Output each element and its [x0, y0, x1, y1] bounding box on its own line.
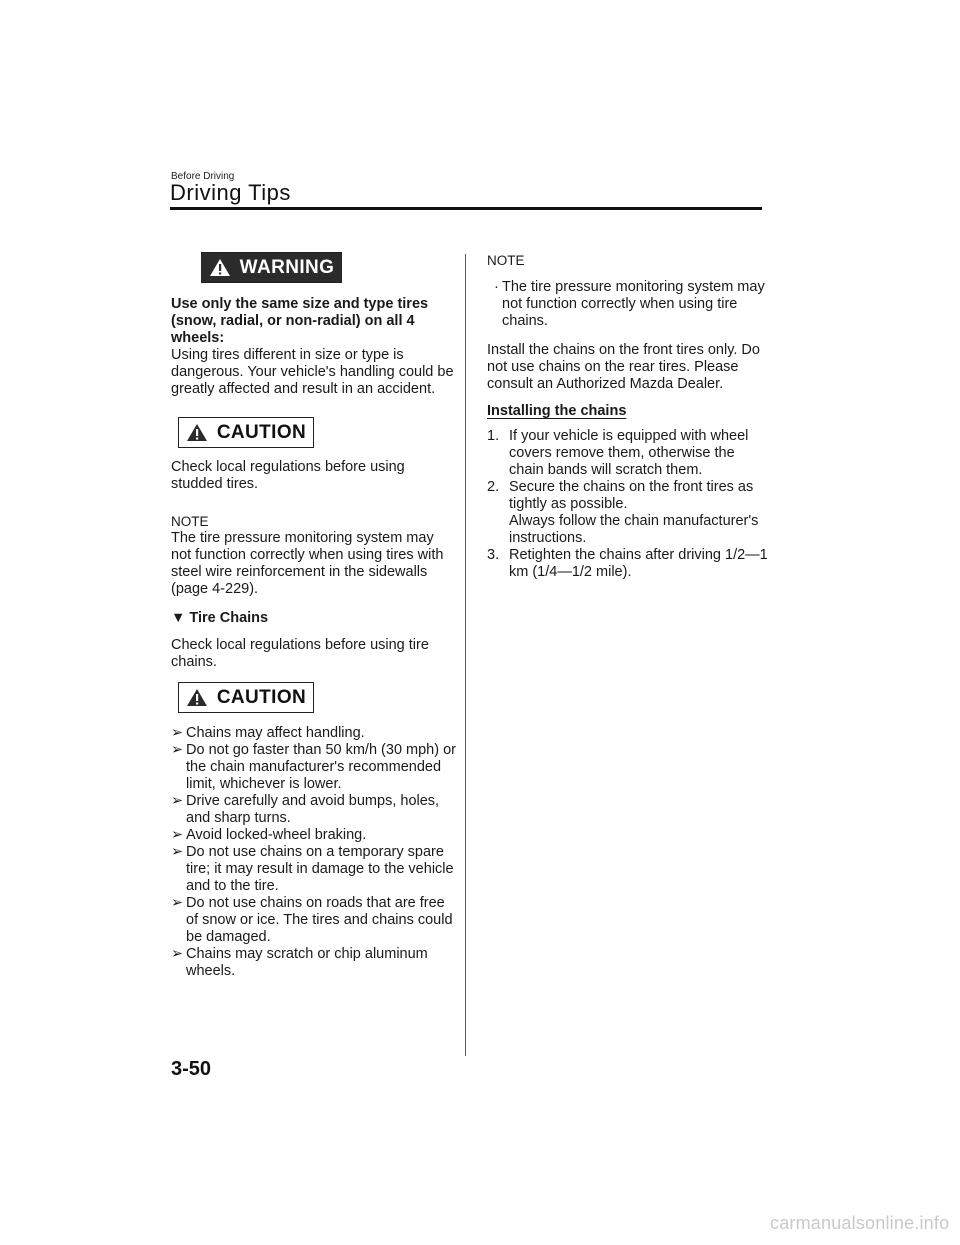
note-body: The tire pressure monitoring system may not function correctly when using tires with steel wire reinforcement in the sidewalls (page 4-229). — [171, 530, 444, 597]
arrow-bullet-icon: ➢ — [171, 844, 184, 860]
list-item: ➢ Chains may affect handling. — [171, 725, 365, 741]
step-extra-text: Always follow the chain manufacturer's instructions. — [509, 513, 759, 546]
chapter-title: Driving Tips — [170, 180, 291, 205]
step-number: 2. — [487, 479, 500, 495]
step-text: Secure the chains on the front tires as tightly as possible. — [509, 479, 754, 512]
list-item: ➢ Avoid locked-wheel braking. — [171, 827, 367, 843]
section-label: Before Driving — [171, 171, 235, 182]
caution-2-list — [171, 725, 456, 980]
step-text: If your vehicle is equipped with wheel covers remove them, otherwise the chain bands will scratch them. — [509, 428, 749, 478]
arrow-bullet-icon: ➢ — [171, 827, 184, 843]
list-item: ➢ Drive carefully and avoid bumps, holes, and sharp turns. — [171, 793, 440, 826]
caution-badge-1 — [178, 417, 314, 448]
list-item: ➢ Do not use chains on a temporary spare tire; it may result in damage to the vehicle and to the tire. — [171, 844, 454, 894]
list-item: · The tire pressure monitoring system may not function correctly when using tire chains. — [494, 279, 765, 329]
list-item: ➢ Chains may scratch or chip aluminum wheels. — [171, 946, 428, 979]
list-item — [487, 428, 772, 479]
tire-chains-heading — [171, 610, 456, 627]
warning-body: Using tires different in size or type is dangerous. Your vehicle's handling could be greatly affected and result in an accident. — [171, 347, 454, 397]
step-number: 3. — [487, 547, 500, 563]
installing-steps — [487, 428, 772, 581]
header-rule — [170, 207, 762, 210]
arrow-bullet-icon: ➢ — [171, 946, 184, 962]
warning-heading: Use only the same size and type tires (snow, radial, or non-radial) on all 4 wheels: — [171, 296, 429, 346]
arrow-bullet-icon: ➢ — [171, 895, 184, 911]
right-note-label: NOTE — [487, 253, 525, 268]
arrow-bullet-icon: ➢ — [171, 793, 184, 809]
right-column — [487, 250, 772, 581]
section-marker-icon: ▼ — [171, 610, 186, 626]
caution-label-2: CAUTION — [216, 687, 307, 708]
caution-triangle-icon — [186, 423, 208, 442]
warning-label: WARNING — [239, 257, 335, 278]
tire-chains-title: Tire Chains — [189, 610, 269, 626]
right-note-list — [487, 279, 772, 330]
list-item: ➢ Do not use chains on roads that are free of snow or ice. The tires and chains could be damaged. — [171, 895, 453, 945]
page-number: 3-50 — [171, 1058, 212, 1080]
watermark: carmanualsonline.info — [770, 1213, 950, 1233]
installing-heading — [487, 403, 772, 420]
step-text: Retighten the chains after driving 1/2—1 km (1/4—1/2 mile). — [509, 547, 768, 580]
caution-label-1: CAUTION — [216, 422, 307, 443]
caution-badge-2 — [178, 682, 314, 713]
step-number: 1. — [487, 428, 500, 444]
warning-badge — [201, 252, 342, 283]
list-item — [487, 547, 772, 581]
tire-chains-body: Check local regulations before using tire chains. — [171, 637, 429, 670]
warning-triangle-icon — [209, 258, 231, 277]
list-item — [487, 479, 772, 547]
note-label: NOTE — [171, 514, 209, 529]
caution-1-body: Check local regulations before using studded tires. — [171, 459, 405, 492]
arrow-bullet-icon: ➢ — [171, 742, 184, 758]
install-text: Install the chains on the front tires only. Do not use chains on the rear tires. Please consult an Authorized Mazda Dealer. — [487, 342, 760, 392]
list-item: ➢ Do not go faster than 50 km/h (30 mph) or the chain manufacturer's recommended limit, whichever is lower. — [171, 742, 456, 792]
installing-title: Installing the chains — [487, 403, 627, 419]
caution-triangle-icon — [186, 688, 208, 707]
arrow-bullet-icon: ➢ — [171, 725, 184, 741]
column-divider — [465, 254, 466, 1056]
dot-bullet-icon: · — [494, 279, 499, 295]
left-column — [171, 250, 456, 980]
